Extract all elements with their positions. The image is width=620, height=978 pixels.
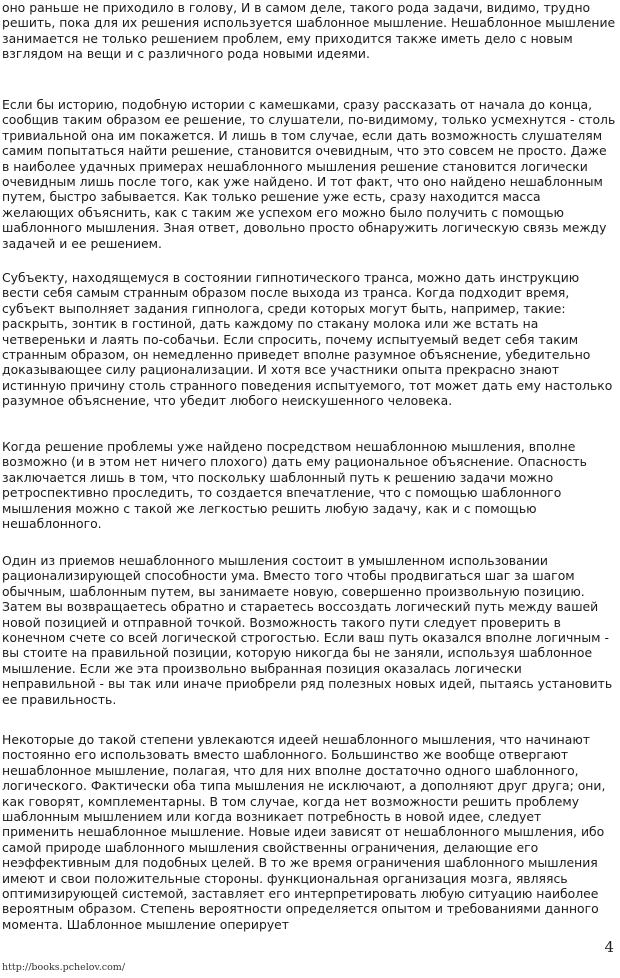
paragraph-2-text: Если бы историю, подобную истории с камешками, сразу рассказать от начала до конца, сообщив таким образом ее решение, то слушатели, по-видимому, только усмехнутся - столь тривиальной она им покажется. И лишь в том случае, если дать возможность слушателям самим попытаться найти решение, становится очевидным, что это совсем не просто. Даже в наиболее удачных примерах нешаблонного мышления решение становится логически очевидным лишь после того, как уже найдено. И тот факт, что оно найдено нешаблонным путем, быстро забывается. Как только решение уже есть, сразу находится масса желающих объяснить, как с таким же успехом его можно было получить с помощью шаблонного мышления. Зная ответ, довольно просто обнаружить логическую связь между задачей и ее решением. [2, 97, 616, 251]
paragraph-6-text: Некоторые до такой степени увлекаются идеей нешаблонного мышления, что начинают постоянно его использовать вместо шаблонного. Большинство же вообще отвергают нешаблонное мышление, полагая, что для них вполне достаточно одного шаблонного, логического. Фактически оба типа мышления не исключают, а дополняют друг друга; они, как говорят, комплементарны. В том случае, когда нет возможности решить проблему шаблонным мышлением или когда возникает потребность в новой идее, следует применить нешаблонное мышление. Новые идеи зависят от нешаблонного мышления, ибо самой природе шаблонного мышления свойственны ограничения, делающие его неэффективным для подобных целей. В то же время ограничения шаблонного мышления имеют и свои положительные стороны. функциональная организация мозга, являясь оптимизирующей системой, заставляет его интерпретировать любую ситуацию наиболее вероятным образом. Степень вероятности определяется опытом и требованиями данного момента. Шаблонное мышление оперирует [2, 732, 606, 932]
paragraph-1 [2, 0, 616, 62]
footer-url[interactable]: http://books.pchelov.com/ [2, 962, 126, 973]
paragraph-3 [2, 270, 616, 409]
page-number: 4 [604, 938, 614, 956]
paragraph-5-text: Один из приемов нешаблонного мышления состоит в умышленном использовании рационализирующей способности ума. Вместо того чтобы продвигаться шаг за шагом обычным, шаблонным путем, вы занимаете новую, совершенно произвольную позицию. Затем вы возвращаетесь обратно и стараетесь воссоздать логический путь между вашей новой позицией и отправной точкой. Возможность такого пути следует проверить в конечном счете со всей логической строгостью. Если ваш путь оказался вполне логичным - вы стоите на правильной позиции, которую никогда бы не заняли, используя шаблонное мышление. Если же эта произвольно выбранная позиция оказалась логически неправильной - вы так или иначе приобрели ряд полезных новых идей, пытаясь установить ее правильность. [2, 553, 613, 707]
paragraph-4-text: Когда решение проблемы уже найдено посредством нешаблонною мышления, вполне возможно (и в этом нет ничего плохого) дать ему рациональное объяснение. Опасность заключается лишь в том, что поскольку шаблонный путь к решению задачи можно ретроспективно проследить, то создается впечатление, что с помощью шаблонного мышления можно с такой же легкостью решить любую задачу, как и с помощью нешаблонного. [2, 439, 587, 532]
paragraph-5 [2, 553, 616, 707]
paragraph-6 [2, 732, 616, 932]
paragraph-3-text: Субъекту, находящемуся в состоянии гипнотического транса, можно дать инструкцию вести себя самым странным образом после выхода из транса. Когда подходит время, субъект выполняет задания гипнолога, среди которых могут быть, например, такие: раскрыть, зонтик в гостиной, дать каждому по стакану молока или же встать на четвереньки и лаять по-собачьи. Если спросить, почему испытуемый ведет себя таким странным образом, он немедленно приведет вполне разумное объяснение, убедительно доказывающее силу рационализации. И хотя все участники опыта прекрасно знают истинную причину столь странного поведения испытуемого, тот может дать ему настолько разумное объяснение, что убедит любого неискушенного человека. [2, 270, 613, 409]
paragraph-2 [2, 97, 616, 251]
paragraph-1-text: оно раньше не приходило в голову, И в самом деле, такого рода задачи, видимо, трудно решить, пока для их решения используется шаблонное мышление. Нешаблонное мышление занимается не только решением проблем, ему приходится также иметь дело с новым взглядом на вещи и с различного рода новыми идеями. [2, 0, 616, 62]
paragraph-4 [2, 439, 616, 531]
